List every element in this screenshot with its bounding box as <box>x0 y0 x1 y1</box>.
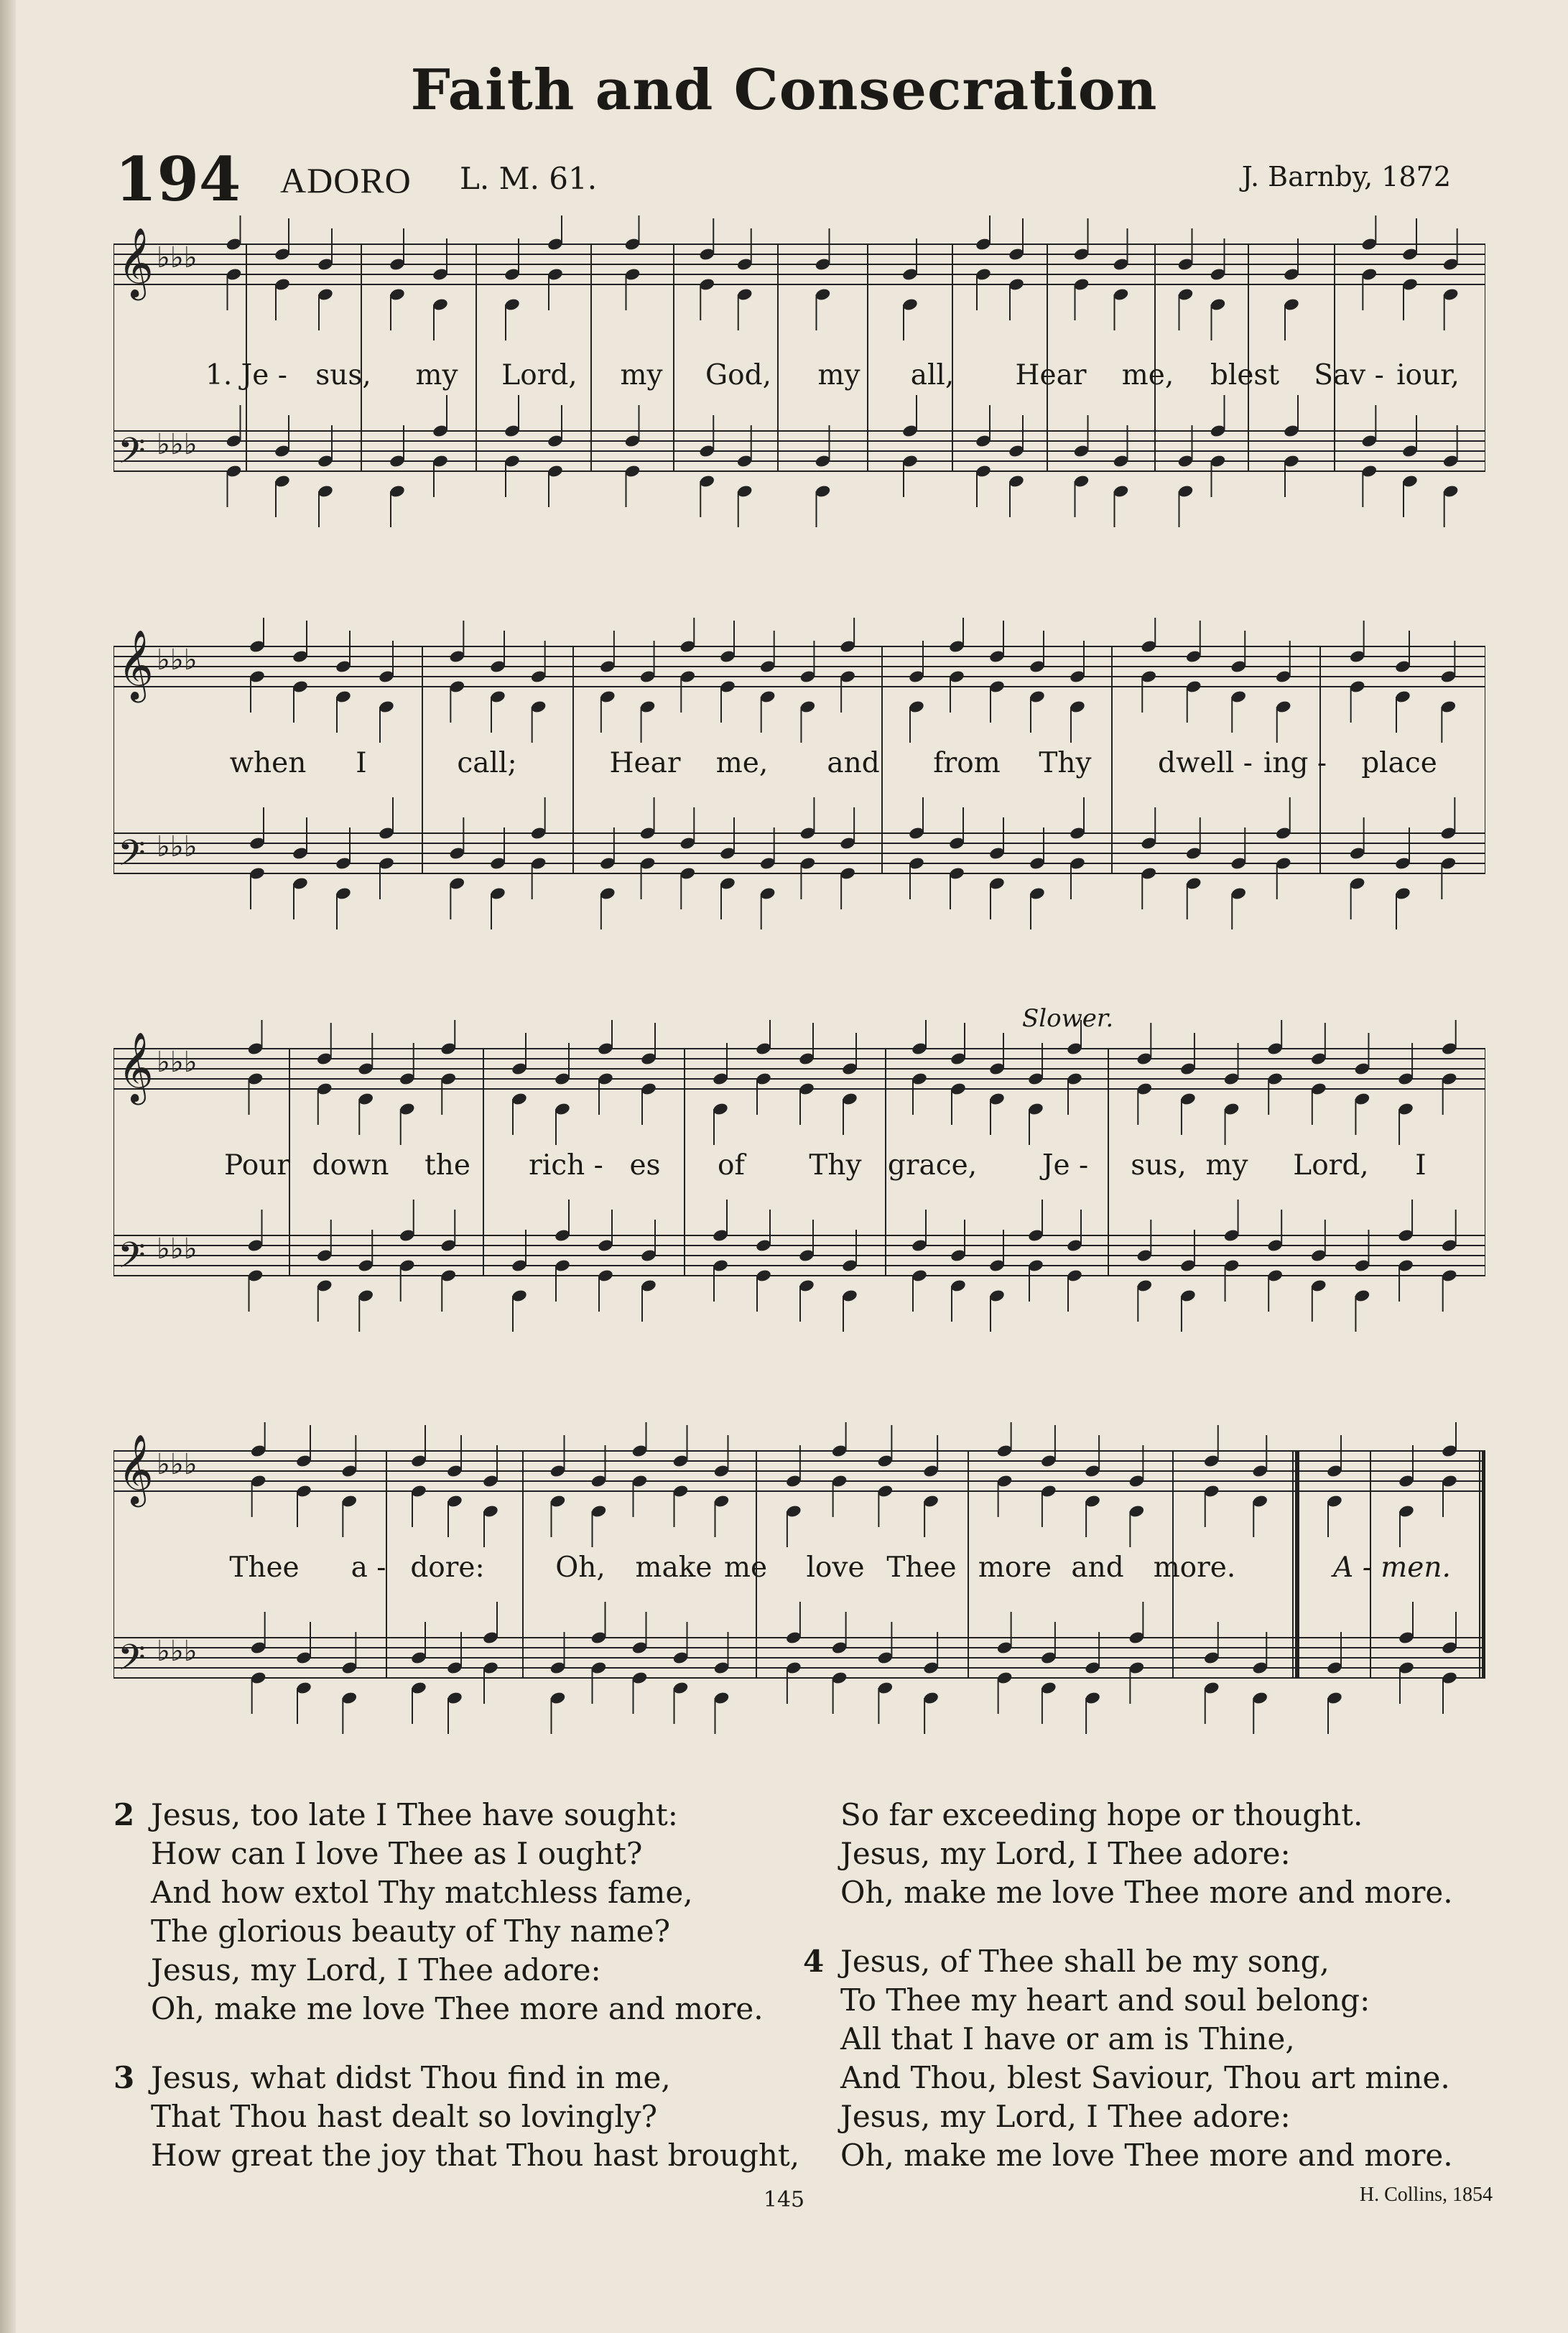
svg-text:♭♭♭: ♭♭♭ <box>157 428 198 461</box>
lyric-syllable: ing - <box>1263 747 1327 779</box>
lyric-syllable: all, <box>910 359 955 391</box>
verse-line: Oh, make me love Thee more and more. <box>151 1991 764 2026</box>
lyric-syllable: place <box>1361 747 1437 779</box>
lyric-syllable: sus, <box>315 359 371 391</box>
verse-number: 3 <box>113 2060 135 2095</box>
lyric-syllable: I <box>1415 1149 1426 1182</box>
lyric-syllable: the <box>425 1149 470 1182</box>
lyric-syllable: my <box>817 359 860 391</box>
lyric-syllable: Thee <box>229 1552 300 1584</box>
lyric-syllable: more <box>978 1552 1052 1584</box>
lyric-syllable: Sav - <box>1314 359 1384 391</box>
lyric-syllable: I <box>356 747 367 779</box>
lyric-syllable: dwell - <box>1158 747 1253 779</box>
verse-line: How great the joy that Thou hast brought, <box>151 2138 800 2173</box>
svg-text:𝄢: 𝄢 <box>118 1235 146 1285</box>
verse-line: Jesus, my Lord, I Thee adore: <box>840 2099 1291 2134</box>
verse-4 <box>803 1942 1493 2175</box>
lyric-row-2 <box>113 747 1485 787</box>
verse-line: Jesus, my Lord, I Thee adore: <box>840 1836 1291 1871</box>
lyric-row-3 <box>113 1149 1485 1189</box>
verse-number: 4 <box>803 1944 825 1979</box>
section-title: Faith and Consecration <box>410 57 1158 123</box>
verse-line: That Thou hast dealt so lovingly? <box>151 2099 658 2134</box>
lyric-syllable: Thee <box>886 1552 957 1584</box>
svg-text:𝄞: 𝄞 <box>118 227 154 297</box>
lyric-syllable: Hear <box>1015 359 1087 391</box>
lyric-syllable: down <box>312 1149 389 1182</box>
lyric-syllable: Oh, <box>555 1552 606 1584</box>
svg-text:♭♭♭: ♭♭♭ <box>157 1635 198 1668</box>
text-author: H. Collins, 1854 <box>1359 2184 1493 2206</box>
verse-column-right <box>803 1796 1493 2205</box>
lyric-syllable: es <box>629 1149 661 1182</box>
verse-line: Jesus, of Thee shall be my song, <box>840 1944 1330 1979</box>
composer: J. Barnby, 1872 <box>1241 161 1451 193</box>
lyric-syllable: Hear <box>609 747 681 779</box>
verse-line: To Thee my heart and soul belong: <box>840 1982 1370 2018</box>
svg-text:♭♭♭: ♭♭♭ <box>157 1448 198 1481</box>
lyric-syllable: and <box>1071 1552 1124 1584</box>
verse-2 <box>113 1796 789 2028</box>
verse-3 <box>113 2059 800 2175</box>
lyric-syllable: Pour <box>224 1149 290 1182</box>
lyric-syllable: Thy <box>809 1149 862 1182</box>
svg-text:♭♭♭: ♭♭♭ <box>157 1046 198 1079</box>
lyric-syllable: and <box>827 747 880 779</box>
verse-line: So far exceeding hope or thought. <box>840 1797 1363 1832</box>
verse-line: And Thou, blest Saviour, Thou art mine. <box>840 2060 1450 2095</box>
svg-text:𝄢: 𝄢 <box>118 1637 146 1687</box>
tempo-mark: Slower. <box>1022 1004 1114 1033</box>
svg-text:𝄞: 𝄞 <box>118 1434 154 1504</box>
verse-line: And how extol Thy matchless fame, <box>151 1875 693 1910</box>
lyric-syllable: sus, <box>1131 1149 1187 1182</box>
verse-number: 2 <box>113 1797 135 1832</box>
verse-line: Jesus, too late I Thee have sought: <box>151 1797 678 1832</box>
svg-text:♭♭♭: ♭♭♭ <box>157 241 198 274</box>
verse-line: Jesus, my Lord, I Thee adore: <box>151 1952 601 1988</box>
lyric-syllable: me, <box>1121 359 1174 391</box>
verses <box>113 1796 1478 2184</box>
page-number: 145 <box>763 2187 805 2212</box>
lyric-row-1 <box>113 359 1485 399</box>
lyric-syllable: call; <box>457 747 517 779</box>
lyric-syllable: more. <box>1153 1552 1236 1584</box>
staff-notation <box>113 1422 1485 1767</box>
lyric-row-4 <box>113 1552 1485 1592</box>
verse-line: All that I have or am is Thine, <box>840 2021 1295 2056</box>
lyric-syllable: 1. Je - <box>205 359 287 391</box>
verse-line: How can I love Thee as I ought? <box>151 1836 643 1871</box>
staff-notation <box>113 1020 1485 1365</box>
verse-line: Oh, make me love Thee more and more. <box>840 1875 1453 1910</box>
lyric-syllable: Je - <box>1042 1149 1089 1182</box>
svg-text:𝄢: 𝄢 <box>118 430 146 481</box>
music-system-4 <box>113 1422 1485 1767</box>
lyric-syllable: rich - <box>529 1149 603 1182</box>
lyric-syllable: when <box>229 747 307 779</box>
svg-text:♭♭♭: ♭♭♭ <box>157 644 198 677</box>
lyric-syllable: Thy <box>1039 747 1092 779</box>
lyric-syllable: me <box>723 1552 768 1584</box>
svg-text:♭♭♭: ♭♭♭ <box>157 830 198 863</box>
lyric-syllable: love <box>806 1552 865 1584</box>
verse-3-continued <box>803 1796 1493 1912</box>
tune-name: ADORO <box>280 160 412 200</box>
svg-text:𝄞: 𝄞 <box>118 1031 154 1102</box>
lyric-syllable: my <box>1205 1149 1248 1182</box>
lyric-syllable: from <box>933 747 1001 779</box>
page-edge <box>0 0 16 2333</box>
lyric-syllable: God, <box>705 359 771 391</box>
lyric-syllable: Lord, <box>501 359 577 391</box>
lyric-syllable: iour, <box>1396 359 1460 391</box>
lyric-syllable: my <box>620 359 663 391</box>
lyric-syllable: Lord, <box>1293 1149 1369 1182</box>
music-system-1 <box>113 215 1485 546</box>
verse-line: Oh, make me love Thee more and more. <box>840 2138 1453 2173</box>
music-system-2 <box>113 618 1485 948</box>
verse-line: The glorious beauty of Thy name? <box>151 1914 671 1949</box>
lyric-syllable: grace, <box>887 1149 978 1182</box>
lyric-syllable: me, <box>715 747 769 779</box>
lyric-syllable: my <box>415 359 458 391</box>
lyric-syllable: a - <box>351 1552 386 1584</box>
svg-text:𝄢: 𝄢 <box>118 832 146 883</box>
meter: L. M. 61. <box>460 161 598 196</box>
verse-line: Jesus, what didst Thou find in me, <box>151 2060 671 2095</box>
svg-text:𝄞: 𝄞 <box>118 629 154 700</box>
lyric-syllable: dore: <box>410 1552 485 1584</box>
music-system-3 <box>113 1004 1485 1365</box>
lyric-syllable: blest <box>1210 359 1280 391</box>
hymn-header <box>115 144 1451 215</box>
lyric-syllable: of <box>718 1149 745 1182</box>
lyric-syllable: A - men. <box>1333 1552 1451 1584</box>
svg-text:♭♭♭: ♭♭♭ <box>157 1233 198 1266</box>
lyric-syllable: make <box>635 1552 713 1584</box>
hymn-number: 194 <box>115 144 241 215</box>
